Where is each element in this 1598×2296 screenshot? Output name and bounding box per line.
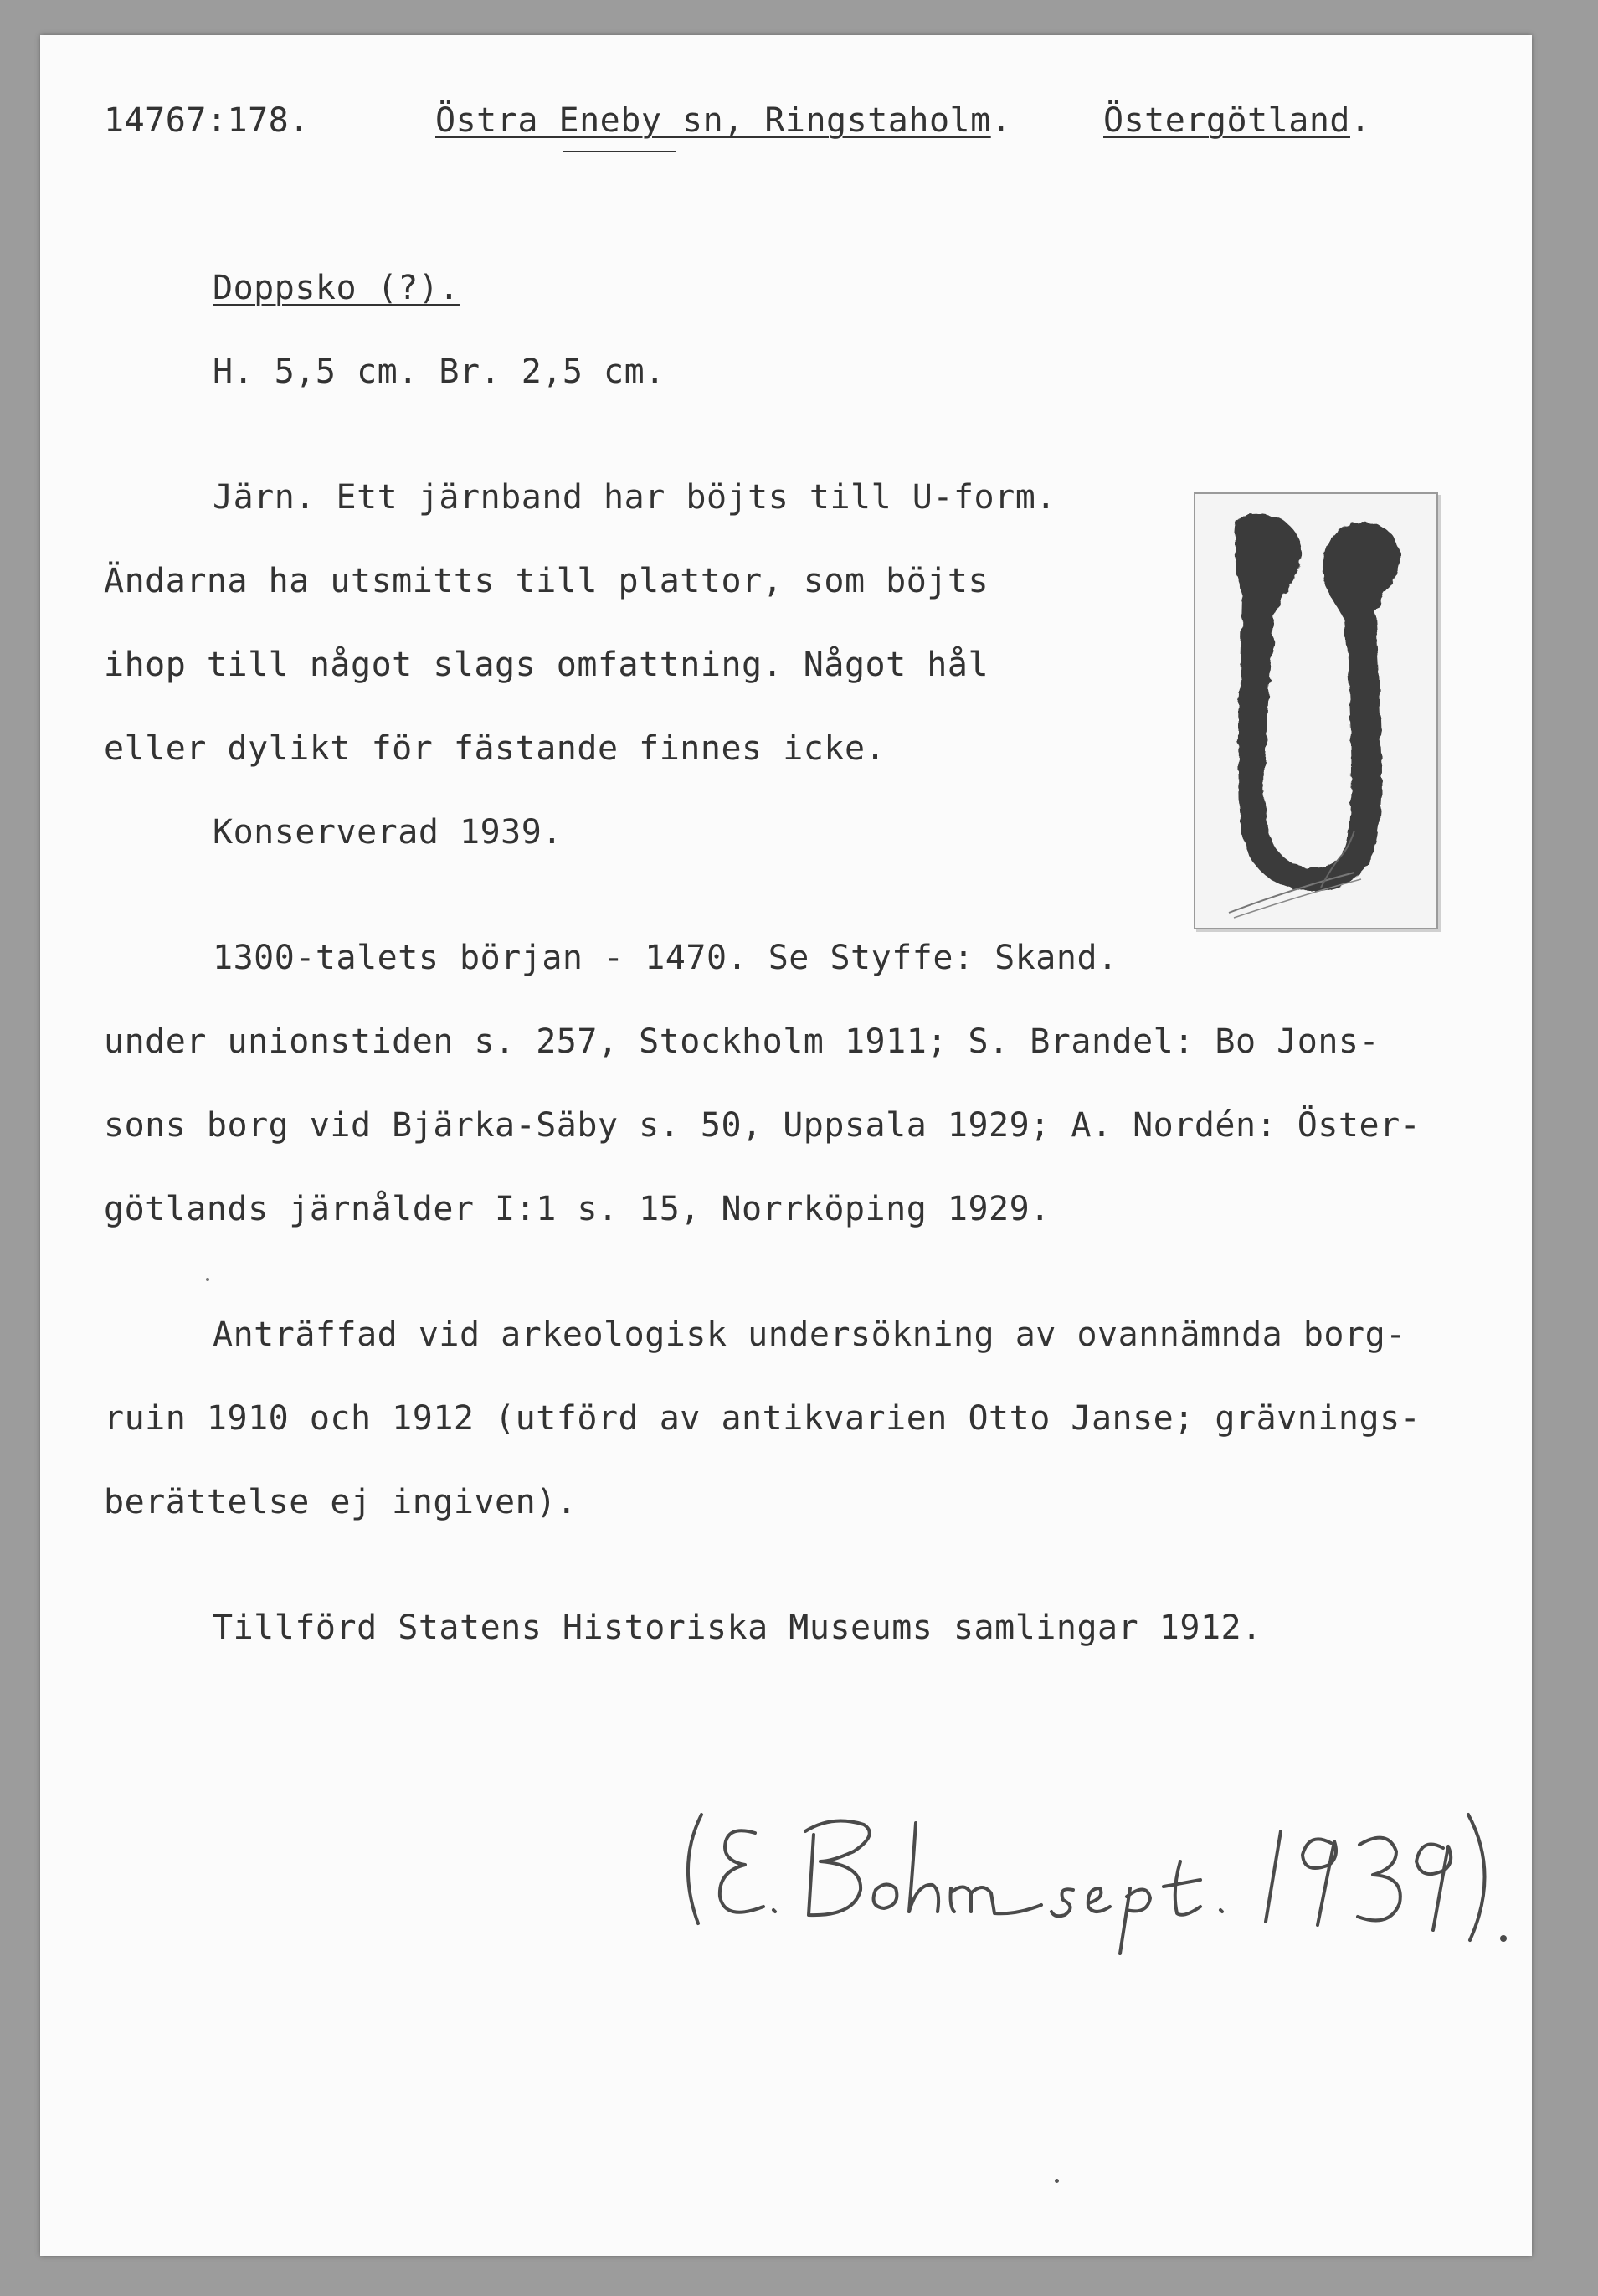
acquisition-note: Tillförd Statens Historiska Museums samlingar 1912. [213,1609,1262,1647]
card-speck [1055,2179,1059,2183]
object-photo [1194,492,1438,929]
description-line-4: eller dylikt för fästande finnes icke. [104,729,886,768]
handwritten-signature [665,1781,1518,1957]
conservation-note: Konserverad 1939. [213,813,563,852]
find-line-1: Anträffad vid arkeologisk undersökning av ovannämnda borg- [213,1315,1406,1354]
catalog-card [40,35,1532,2256]
object-dimensions: H. 5,5 cm. Br. 2,5 cm. [213,353,665,391]
dating-line-1: 1300-talets början - 1470. Se Styffe: Skand. [213,939,1118,977]
description-line-2: Ändarna ha utsmitts till plattor, som böjts [104,562,989,600]
description-line-3: ihop till något slags omfattning. Något hål [104,646,989,684]
dating-line-3: sons borg vid Bjärka-Säby s. 50, Uppsala 1929; A. Nordén: Öster- [104,1106,1421,1145]
header-province: Östergötland. [1103,101,1371,140]
header-location: Östra Eneby sn, Ringstaholm. [435,101,1012,140]
find-line-3: berättelse ej ingiven). [104,1483,578,1521]
header-short-rule [563,151,676,152]
u-shaped-iron-object-icon [1195,494,1436,928]
dating-line-4: götlands järnålder I:1 s. 15, Norrköping 1929. [104,1190,1051,1228]
description-line-1: Järn. Ett järnband har böjts till U-form. [213,478,1056,517]
province-name: Östergötland [1103,101,1350,140]
parish-name: Östra Eneby sn, Ringstaholm [435,101,991,140]
card-speck [206,1278,209,1281]
dating-line-2: under unionstiden s. 257, Stockholm 1911; S. Brandel: Bo Jons- [104,1022,1380,1061]
object-name: Doppsko (?). [213,269,460,307]
find-line-2: ruin 1910 och 1912 (utförd av antikvarien Otto Janse; grävnings- [104,1399,1421,1438]
catalog-number: 14767:178. [104,101,310,140]
